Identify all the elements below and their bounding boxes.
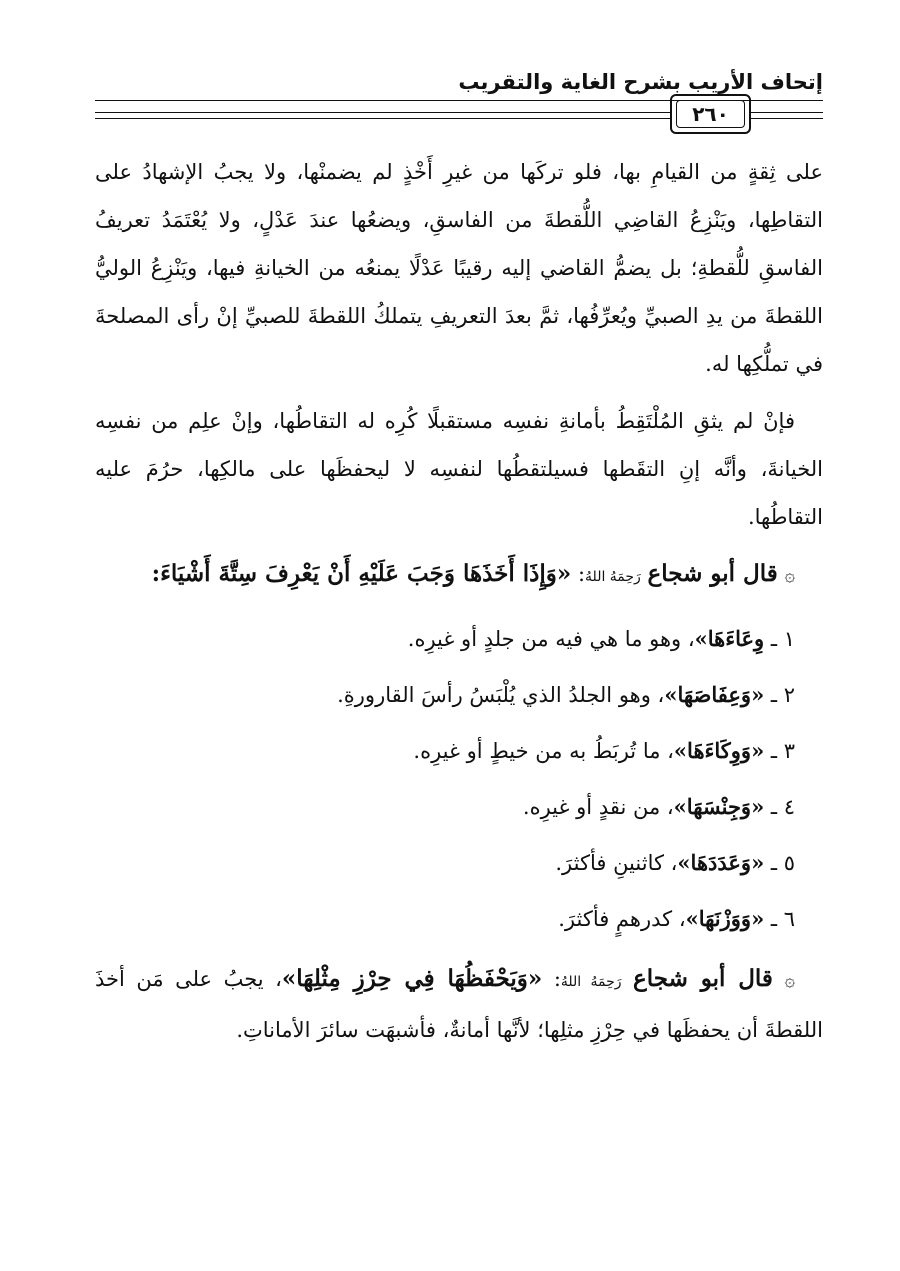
list-item-term: «وَوَزْنَهَا» bbox=[685, 906, 765, 931]
section-heading-2 bbox=[95, 955, 823, 1054]
honorific: رَحِمَهُ اللهُ bbox=[585, 569, 641, 585]
list-item bbox=[95, 611, 823, 667]
section-mark-icon: ۞ bbox=[784, 565, 795, 586]
list-item-number: ٦ ـ bbox=[770, 907, 795, 931]
section-author: قال أبو شجاع bbox=[633, 965, 773, 992]
page-number-frame bbox=[670, 94, 751, 134]
six-things-list bbox=[95, 611, 823, 947]
matn-quote: «وَإِذَا أَخَذَهَا وَجَبَ عَلَيْهِ أَنْ يَعْرِفَ سِتَّةَ أَشْيَاءَ: bbox=[151, 560, 572, 587]
page-header bbox=[95, 64, 823, 140]
paragraph-2: فإنْ لم يثقِ المُلْتَقِطُ بأمانةِ نفسِه مستقبلًا كُرِه له التقاطُها، وإنْ علِم من نفسِه الخيانةَ، وأنَّه إنِ التقَطها فسيلتقطُها لنفسِه لا ليحفظَها على مالكِها، حرُمَ عليه التقاطُها. bbox=[95, 409, 823, 529]
list-item bbox=[95, 723, 823, 779]
list-item-term: «وَعَدَدَهَا» bbox=[677, 850, 765, 875]
list-item-description: ، وهو الجلدُ الذي يُلْبَسُ رأسَ القارورةِ. bbox=[337, 683, 665, 707]
section-mark-icon: ۞ bbox=[784, 970, 795, 991]
list-item-description: ، من نقدٍ أو غيرِه. bbox=[522, 795, 674, 819]
list-item-description: ، ما تُربَطُ به من خيطٍ أو غيرِه. bbox=[413, 739, 674, 763]
commentary-text: ، يجبُ على مَن أخذَ اللقطةَ أن يحفظَها في حِرْزِ مثلِها؛ لأنَّها أمانةٌ، فأشبهَت سائرَ الأماناتِ. bbox=[95, 967, 823, 1042]
matn-quote: «وَيَحْفَظُهَا فِي حِرْزِ مِثْلِهَا» bbox=[281, 965, 543, 992]
list-item bbox=[95, 835, 823, 891]
list-item bbox=[95, 667, 823, 723]
list-item bbox=[95, 779, 823, 835]
list-item-description: ، كدرهمٍ فأكثرَ. bbox=[558, 907, 686, 931]
list-item-term: وِعَاءَهَا» bbox=[694, 626, 765, 651]
paragraph-1: على ثِقةٍ من القيامِ بها، فلو تركَها من غيرِ أَخْذٍ لم يضمنْها، ولا يجبُ الإشهادُ على التقاطِها، ويَنْزِعُ القاضِي اللُّقطةَ من الفاسقِ، ويضعُها عندَ عَدْلٍ، ولا يُعْتَمَدُ تعريفُ الفاسقِ للُّقطةِ؛ بل يضمُّ القاضي إليه رقيبًا عَدْلًا يمنعُه من الخيانةِ فيها، ويَنْزِعُ الوليُّ اللقطةَ من يدِ الصبيِّ ويُعرِّفُها، ثمَّ بعدَ التعريفِ يتملكُ اللقطةَ للصبيِّ إنْ رأى المصلحةَ في تملُّكِها له. bbox=[95, 160, 823, 376]
list-item-number: ١ ـ bbox=[770, 627, 795, 651]
list-item-number: ٢ ـ bbox=[770, 683, 795, 707]
header-rule-left-1 bbox=[95, 112, 670, 113]
list-item bbox=[95, 891, 823, 947]
list-item-description: ، وهو ما هي فيه من جلدٍ أو غيرِه. bbox=[407, 627, 695, 651]
page-number: ٢٦٠ bbox=[676, 100, 745, 128]
section-author: قال أبو شجاع bbox=[647, 560, 778, 587]
list-item-term: «وَوِكَاءَهَا» bbox=[673, 738, 765, 763]
list-item-number: ٥ ـ bbox=[770, 851, 795, 875]
list-item-number: ٤ ـ bbox=[770, 795, 795, 819]
header-rule-right-1 bbox=[751, 112, 823, 113]
header-rule-right-2 bbox=[751, 118, 823, 119]
running-title: إتحاف الأريب بشرح الغاية والتقريب bbox=[458, 70, 823, 94]
header-rule-left-2 bbox=[95, 118, 670, 119]
honorific: رَحِمَهُ اللهُ bbox=[560, 974, 622, 990]
list-item-number: ٣ ـ bbox=[770, 739, 795, 763]
section-heading-1 bbox=[95, 550, 823, 601]
list-item-description: ، كاثنينِ فأكثرَ. bbox=[555, 851, 678, 875]
list-item-term: «وَعِفَاصَهَا» bbox=[664, 682, 765, 707]
section-colon: : bbox=[553, 967, 561, 991]
section-colon: : bbox=[577, 562, 586, 586]
list-item-term: «وَجِنْسَهَا» bbox=[673, 794, 765, 819]
page-body bbox=[95, 148, 823, 1064]
